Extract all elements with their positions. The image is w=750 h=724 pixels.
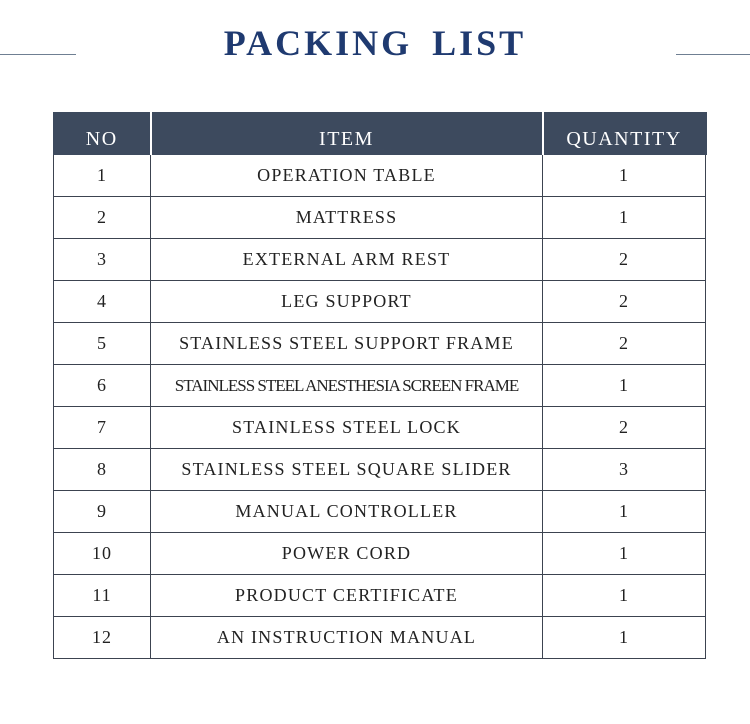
cell-no: 3 xyxy=(54,239,151,281)
cell-quantity: 2 xyxy=(543,407,706,449)
table-row xyxy=(54,365,706,407)
cell-no: 2 xyxy=(54,197,151,239)
cell-quantity: 1 xyxy=(543,197,706,239)
cell-no: 12 xyxy=(54,617,151,659)
cell-item: OPERATION TABLE xyxy=(151,155,543,197)
cell-quantity: 1 xyxy=(543,365,706,407)
column-header-quantity: QUANTITY xyxy=(543,113,706,155)
cell-quantity: 2 xyxy=(543,281,706,323)
cell-item: LEG SUPPORT xyxy=(151,281,543,323)
cell-item: STAINLESS STEEL SQUARE SLIDER xyxy=(151,449,543,491)
packing-list-table xyxy=(53,112,707,659)
column-header-item: ITEM xyxy=(151,113,543,155)
cell-quantity: 1 xyxy=(543,575,706,617)
cell-no: 11 xyxy=(54,575,151,617)
cell-item: EXTERNAL ARM REST xyxy=(151,239,543,281)
cell-no: 4 xyxy=(54,281,151,323)
cell-item: AN INSTRUCTION MANUAL xyxy=(151,617,543,659)
table-header-row xyxy=(54,113,706,155)
cell-quantity: 1 xyxy=(543,491,706,533)
table-row xyxy=(54,449,706,491)
cell-item: MATTRESS xyxy=(151,197,543,239)
cell-no: 1 xyxy=(54,155,151,197)
table-row xyxy=(54,617,706,659)
cell-no: 8 xyxy=(54,449,151,491)
table-row xyxy=(54,407,706,449)
cell-item: MANUAL CONTROLLER xyxy=(151,491,543,533)
table-row xyxy=(54,197,706,239)
page-title: PACKING LIST xyxy=(223,23,527,63)
cell-quantity: 2 xyxy=(543,239,706,281)
cell-quantity: 1 xyxy=(543,533,706,575)
cell-no: 10 xyxy=(54,533,151,575)
cell-item: POWER CORD xyxy=(151,533,543,575)
cell-item: PRODUCT CERTIFICATE xyxy=(151,575,543,617)
table-row xyxy=(54,155,706,197)
table-row xyxy=(54,281,706,323)
cell-quantity: 1 xyxy=(543,155,706,197)
cell-item: STAINLESS STEEL ANESTHESIA SCREEN FRAME xyxy=(151,365,543,407)
cell-quantity: 2 xyxy=(543,323,706,365)
cell-no: 7 xyxy=(54,407,151,449)
cell-no: 9 xyxy=(54,491,151,533)
table-row xyxy=(54,239,706,281)
column-header-no: NO xyxy=(54,113,151,155)
cell-quantity: 3 xyxy=(543,449,706,491)
title-rule-right xyxy=(676,54,750,55)
cell-no: 5 xyxy=(54,323,151,365)
title-area xyxy=(0,0,750,100)
cell-item: STAINLESS STEEL LOCK xyxy=(151,407,543,449)
table-row xyxy=(54,533,706,575)
cell-item: STAINLESS STEEL SUPPORT FRAME xyxy=(151,323,543,365)
table-row xyxy=(54,575,706,617)
cell-no: 6 xyxy=(54,365,151,407)
cell-quantity: 1 xyxy=(543,617,706,659)
table-row xyxy=(54,323,706,365)
table-row xyxy=(54,491,706,533)
